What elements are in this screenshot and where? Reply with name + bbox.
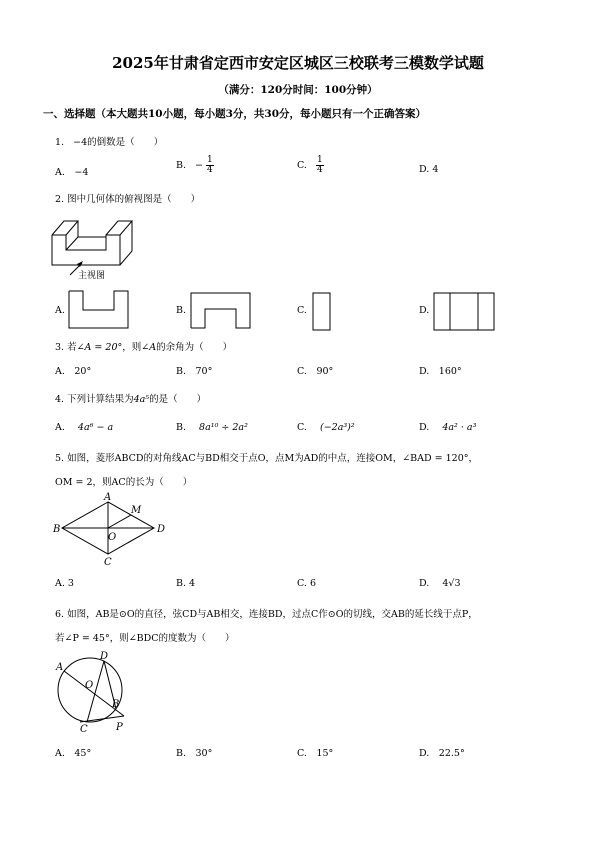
front-view-label: 主视图 [78, 271, 106, 281]
point-c-label: C [80, 724, 88, 735]
rhombus-figure [50, 494, 170, 566]
q6-option-d[interactable]: D. 22.5° [419, 748, 465, 759]
question-6-line-1: 6. 如图，AB是⊙O的直径，弦CD与AB相交，连接BD，过点C作⊙O的切线，交AB的延长线于点P， [55, 609, 478, 620]
point-o-label: O [108, 532, 117, 543]
question-6-line-2: 若∠P = 45°，则∠BDC的度数为（ ） [55, 633, 235, 644]
question-3-stem [55, 339, 232, 353]
question-text: 的余角为（ ） [156, 342, 233, 353]
question-2-stem: 2. 图中几何体的俯视图是（ ） [55, 194, 201, 205]
math-expression: 8a¹⁰ ÷ 2a² [199, 422, 248, 433]
math-expression: ∠A [141, 342, 157, 353]
option-label: C. [297, 422, 307, 433]
point-b-label: B [112, 699, 120, 710]
q1-option-a[interactable]: A. −4 [55, 167, 89, 178]
option-label: A. [55, 422, 65, 433]
option-label: D. [419, 578, 430, 589]
q4-option-a[interactable] [55, 422, 113, 433]
option-label: B. [176, 160, 187, 171]
minus-sign: − [195, 160, 204, 171]
question-1-stem [55, 134, 163, 148]
q3-option-c[interactable]: C. 90° [297, 366, 334, 377]
denominator: 4 [207, 165, 213, 175]
numerator: 1 [207, 155, 213, 165]
page-title: 2025年甘肃省定西市安定区城区三校联考三模数学试题 [112, 54, 484, 72]
question-text: 3. 若 [55, 342, 77, 353]
question-text: 的是（ ） [149, 394, 207, 405]
exam-info: （满分：120分时间：100分钟） [218, 84, 378, 96]
q5-option-a[interactable]: A. 3 [55, 578, 74, 589]
math-expression: 4a² · a³ [442, 422, 477, 433]
question-5-line-1: 5. 如图，菱形ABCD的对角线AC与BD相交于点O，点M为AD的中点，连接OM，∠BAD = 120°， [55, 453, 479, 464]
option-b-figure [190, 292, 252, 330]
q3-option-d[interactable]: D. 160° [419, 366, 462, 377]
option-c-figure [312, 292, 332, 332]
q4-option-b[interactable] [176, 422, 248, 433]
section-heading: 一、选择题（本大题共10小题，每小题3分，共30分，每小题只有一个正确答案） [43, 108, 427, 120]
math-expression: ∠A = 20° [76, 342, 123, 353]
q5-option-b[interactable]: B. 4 [176, 578, 196, 589]
q1-option-c[interactable] [297, 156, 324, 175]
q2-option-d[interactable]: D. [419, 305, 430, 316]
question-5-line-2: OM = 2，则AC的长为（ ） [55, 477, 193, 488]
question-text: ，则 [122, 342, 142, 353]
q5-option-d[interactable] [419, 578, 461, 589]
point-m-label: M [131, 505, 142, 516]
math-expression: 4a⁵ [133, 394, 150, 405]
q2-option-a[interactable]: A. [55, 305, 65, 316]
point-b-label: B [53, 524, 61, 535]
point-a-label: A [104, 492, 112, 503]
question-4-stem [55, 391, 206, 405]
question-number: 1. [55, 137, 65, 148]
fraction [206, 156, 214, 175]
point-a-label: A [56, 662, 64, 673]
point-d-label: D [100, 651, 109, 662]
numerator: 1 [316, 155, 323, 165]
q6-option-a[interactable]: A. 45° [55, 748, 92, 759]
q2-option-b[interactable]: B. [176, 305, 187, 316]
question-text: 的倒数是（ ） [87, 137, 164, 148]
q4-option-c[interactable] [297, 422, 355, 433]
option-label: B. [176, 422, 187, 433]
math-expression: (−2a³)² [319, 422, 355, 433]
point-d-label: D [157, 524, 166, 535]
circle-figure [50, 650, 140, 736]
point-p-label: P [116, 722, 123, 733]
q4-option-d[interactable] [419, 422, 476, 433]
q1-option-b[interactable] [176, 156, 214, 175]
math-expression: 4a⁶ − a [77, 422, 114, 433]
q6-option-c[interactable]: C. 15° [297, 748, 334, 759]
q1-option-d[interactable]: D. 4 [419, 164, 439, 175]
q6-option-b[interactable]: B. 30° [176, 748, 213, 759]
math-expression: −4 [73, 137, 88, 148]
option-label: D. [419, 422, 430, 433]
question-text: 4. 下列计算结果为 [55, 394, 134, 405]
option-a-figure [68, 290, 130, 330]
q5-option-c[interactable]: C. 6 [297, 578, 317, 589]
fraction [316, 156, 324, 175]
point-o-label: O [85, 680, 94, 691]
point-c-label: C [104, 557, 112, 568]
option-d-figure [433, 292, 497, 332]
q2-option-c[interactable]: C. [297, 305, 307, 316]
option-label: C. [297, 160, 307, 171]
denominator: 4 [316, 165, 323, 175]
q3-option-a[interactable]: A. 20° [55, 366, 92, 377]
math-expression: 4√3 [442, 578, 461, 589]
q3-option-b[interactable]: B. 70° [176, 366, 213, 377]
